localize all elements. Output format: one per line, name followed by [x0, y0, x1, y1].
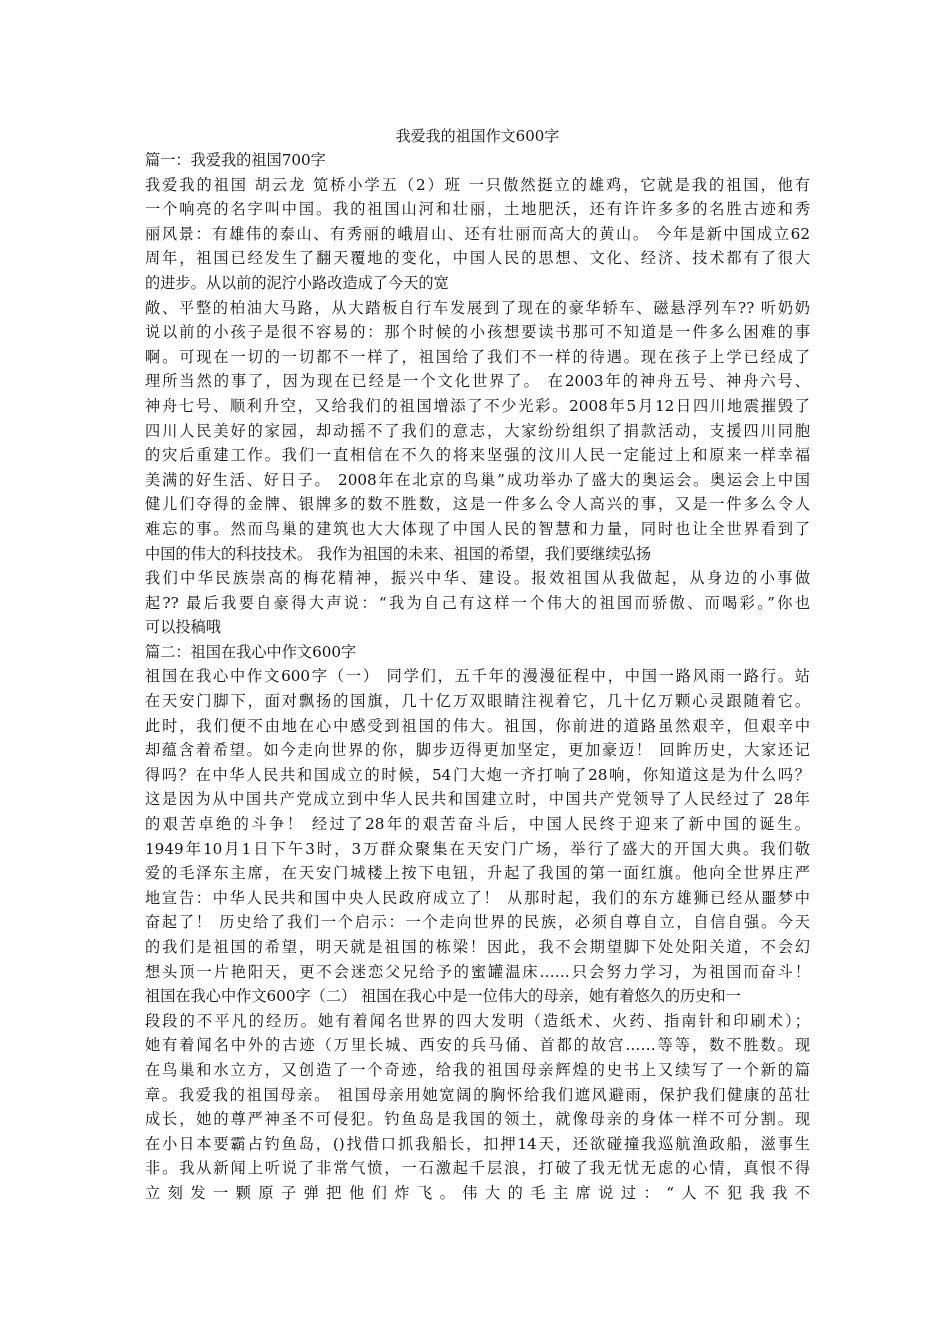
text-line: 立刻发一颗原子弹把他们炸飞。伟大的毛主席说过：“人不犯我我不 [145, 1183, 810, 1202]
text-line: 非。我从新闻上听说了非常气愤，一石激起千层浪，打破了我无忧无虑的心情，真恨不得 [145, 1159, 810, 1178]
text-line: 我爱我的祖国 胡云龙 笕桥小学五（2）班 一只傲然挺立的雄鸡，它就是我的祖国，他有 [145, 175, 810, 194]
text-line: 神舟七号、顺利升空，又给我们的祖国增添了不少光彩。2008年5月12日四川地震摧毁了 [145, 396, 810, 415]
text-line: 理所当然的事了，因为现在已经是一个文化世界了。 在2003年的神舟五号、神舟六号、 [145, 372, 810, 391]
text-line: 可以投稿哦 [145, 618, 221, 637]
document-body [145, 148, 810, 1206]
text-line: 章。我爱我的祖国母亲。 祖国母亲用她宽阔的胸怀给我们遮风避雨，保护我们健康的茁壮 [145, 1085, 810, 1104]
text-line: 篇二：祖国在我心中作文600字 [145, 642, 357, 661]
text-line: 周年，祖国已经发生了翻天覆地的变化，中国人民的思想、文化、经济、技术都有了很大 [145, 249, 810, 268]
text-line: 一个响亮的名字叫中国。我的祖国山河和壮丽，土地肥沃，还有许许多多的名胜古迹和秀 [145, 200, 810, 219]
text-line: 丽风景：有雄伟的泰山、有秀丽的峨眉山、还有壮丽而高大的黄山。 今年是新中国成立62 [145, 224, 810, 243]
text-line: 段段的不平凡的经历。她有着闻名世界的四大发明（造纸术、火药、指南针和印刷术）； [145, 1011, 810, 1030]
text-line: 的我们是祖国的希望，明天就是祖国的栋梁！因此，我不会期望脚下处处阳关道，不会幻 [145, 938, 810, 956]
text-line: 的灾后重建工作。我们一直相信在不久的将来坚强的汶川人民一定能过上和原来一样幸福 [145, 446, 810, 465]
text-line: 这是因为从中国共产党成立到中华人民共和国建立时，中国共产党领导了人民经过了 28年 [145, 790, 810, 809]
text-line: 美满的好生活、好日子。 2008年在北京的鸟巢”成功举办了盛大的奥运会。奥运会上中国 [145, 470, 810, 489]
text-line: 篇一：我爱我的祖国700字 [145, 151, 326, 169]
text-line: 说以前的小孩子是很不容易的：那个时候的小孩想要读书那可不知道是一件多么困难的事 [145, 323, 810, 342]
text-line: 中国的伟大的科技技术。 我作为祖国的未来、祖国的希望，我们要继续弘扬 [145, 544, 652, 563]
text-line: 爱的毛泽东主席，在天安门城楼上按下电钮，升起了我国的第一面红旗。他向全世界庄严 [145, 864, 810, 883]
text-line: 地宣告：中华人民共和国中央人民政府成立了！ 从那时起，我们的东方雄狮已经从噩梦中 [145, 888, 810, 907]
text-line: 祖国在我心中作文600字（一） 同学们，五千年的漫漫征程中，中国一路风雨一路行。站 [145, 667, 810, 686]
text-line: 敞、平整的柏油大马路，从大踏板自行车发展到了现在的豪华轿车、磁悬浮列车?? 听奶奶 [145, 298, 810, 317]
text-line: 的艰苦卓绝的斗争！ 经过了28年的艰苦奋斗后，中国人民终于迎来了新中国的诞生。 [145, 815, 810, 834]
text-line: 成长，她的尊严神圣不可侵犯。钓鱼岛是我国的领土，就像母亲的身体一样不可分割。现 [145, 1110, 810, 1129]
text-line: 在鸟巢和水立方，又创造了一个奇迹，给我的祖国母亲辉煌的史书上又续写了一个新的篇 [145, 1060, 810, 1079]
text-line: 祖国在我心中作文600字（二） 祖国在我心中是一位伟大的母亲，她有着悠久的历史和一 [145, 987, 741, 1006]
text-line: 四川人民美好的家园，却动摇不了我们的意志，大家纷纷组织了捐款活动，支援四川同胞 [145, 421, 810, 440]
text-line: 难忘的事。然而鸟巢的建筑也大大体现了中国人民的智慧和力量，同时也让全世界看到了 [145, 519, 810, 538]
document-page [145, 124, 810, 1206]
text-line: 她有着闻名中外的古迹（万里长城、西安的兵马俑、首都的故宫……等等，数不胜数。现 [145, 1036, 810, 1055]
text-line: 我们中华民族崇高的梅花精神，振兴中华、建设。报效祖国从我做起，从身边的小事做 [145, 569, 810, 588]
text-line: 奋起了！ 历史给了我们一个启示：一个走向世界的民族，必须自尊自立，自信自强。今天 [145, 913, 810, 932]
text-line: 1949年10月1日下午3时，3万群众聚集在天安门广场，举行了盛大的开国大典。我们敬 [145, 839, 810, 858]
text-line: 得吗？在中华人民共和国成立的时候，54门大炮一齐打响了28响，你知道这是为什么吗？ [145, 765, 810, 784]
text-line: 此时，我们便不由地在心中感受到祖国的伟大。祖国，你前进的道路虽然艰辛，但艰辛中 [145, 716, 810, 735]
document-title: 我爱我的祖国作文600字 [395, 127, 560, 145]
text-line: 却蕴含着希望。如今走向世界的你，脚步迈得更加坚定，更加豪迈！ 回眸历史，大家还记 [145, 741, 810, 760]
text-line: 的进步。从以前的泥泞小路改造成了今天的宽 [145, 273, 449, 292]
text-line: 在天安门脚下，面对飘扬的国旗，几十亿万双眼睛注视着它，几十亿万颗心灵跟随着它。 [145, 692, 810, 711]
text-line: 起?? 最后我要自豪得大声说：“我为自己有这样一个伟大的祖国而骄傲、而喝彩。”你也 [145, 593, 810, 612]
text-line: 在小日本要霸占钓鱼岛，()找借口抓我船长，扣押14天，还欲碰撞我巡航渔政船，滋事生 [145, 1134, 810, 1153]
text-line: 健儿们夺得的金牌、银牌多的数不胜数，这是一件多么令人高兴的事，又是一件多么令人 [145, 495, 810, 514]
text-line: 想头顶一片艳阳天，更不会迷恋父兄给予的蜜罐温床……只会努力学习，为祖国而奋斗！ [145, 962, 810, 981]
text-line: 啊。可现在一切的一切都不一样了，祖国给了我们不一样的待遇。现在孩子上学已经成了 [145, 347, 810, 366]
